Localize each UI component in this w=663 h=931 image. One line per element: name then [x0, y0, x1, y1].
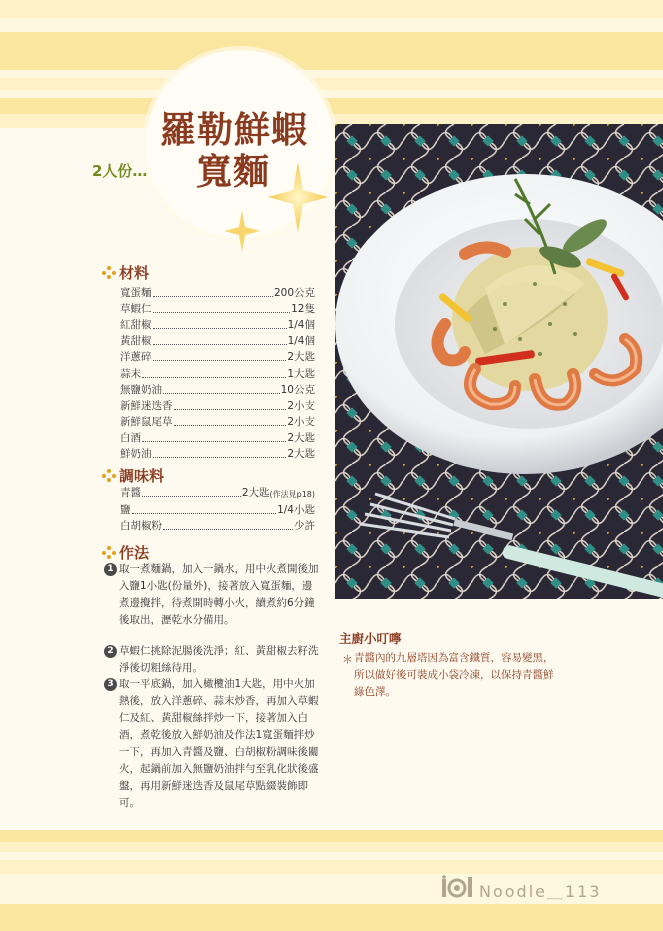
ingredient-row	[120, 413, 315, 429]
top-stripe	[0, 32, 663, 70]
ingredient-name: 新鮮迷迭香	[120, 399, 173, 412]
ingredient-qty: 1/4個	[287, 335, 315, 348]
step-number: 1	[104, 563, 117, 576]
ingredient-qty: 2大匙	[287, 448, 315, 460]
seasoning-row	[120, 501, 315, 517]
leader-dots	[174, 409, 287, 410]
tip-text: 青醬內的九層塔因為富含鐵質，容易變黑，所以做好後可裝成小袋冷凍，以保持青醬鮮綠色澤。	[354, 652, 554, 698]
step-number: 2	[104, 645, 117, 658]
ingredient-name: 新鮮鼠尾草	[120, 415, 173, 428]
ingredient-name: 洋蔥碎	[120, 351, 152, 364]
method-heading: 作法	[102, 542, 149, 563]
method-step-2	[104, 643, 319, 677]
seasoning-qty: 1/4小匙	[277, 503, 315, 516]
ingredient-qty: 12隻	[291, 303, 315, 316]
top-stripe	[0, 98, 663, 114]
ingredient-name: 鮮奶油	[120, 448, 152, 460]
ingredient-name: 無鹽奶油	[120, 383, 162, 396]
bottom-stripe	[0, 904, 663, 931]
ingredient-row	[120, 397, 315, 413]
ingredient-row	[120, 300, 315, 316]
sparkle-icon	[224, 210, 260, 252]
page-footer: Noodle＿113	[479, 882, 602, 901]
dots-bullet-icon	[102, 266, 116, 280]
ingredient-row	[120, 445, 315, 461]
seasoning-row	[120, 484, 315, 500]
seasoning-heading: 調味料	[102, 465, 164, 486]
ingredient-row	[120, 381, 315, 397]
ingredient-qty: 2大匙	[287, 431, 315, 444]
top-stripe	[0, 18, 663, 32]
leader-dots	[163, 393, 280, 394]
ingredient-name: 黃甜椒	[120, 335, 152, 348]
method-step-3	[104, 676, 319, 812]
ingredient-qty: 2小支	[287, 415, 315, 428]
ingredient-qty: 2小支	[287, 399, 315, 412]
ingredient-name: 白酒	[120, 431, 141, 444]
ingredient-qty: 2大匙	[287, 351, 315, 364]
dots-bullet-icon	[102, 546, 116, 560]
top-stripe	[0, 90, 663, 98]
top-stripe	[0, 70, 663, 78]
ingredient-row	[120, 332, 315, 348]
ingredient-name: 草蝦仁	[120, 303, 152, 316]
ingredient-row	[120, 284, 315, 300]
leader-dots	[174, 425, 287, 426]
ingredient-row	[120, 316, 315, 332]
ingredient-row	[120, 348, 315, 364]
recipe-title-line2: 寬麵	[196, 151, 271, 193]
bottom-stripe	[0, 852, 663, 860]
ingredient-qty: 1大匙	[287, 367, 315, 380]
bottom-stripe	[0, 860, 663, 874]
leader-dots	[163, 529, 293, 530]
seasoning-qty: 2大匙	[241, 487, 270, 499]
ingredient-row	[120, 429, 315, 445]
leader-dots	[153, 328, 287, 329]
leader-dots	[142, 496, 241, 497]
seasoning-name: 白胡椒粉	[120, 520, 162, 532]
dots-bullet-icon	[102, 469, 116, 483]
seasoning-name: 鹽	[120, 503, 131, 516]
sparkle-icon	[268, 162, 328, 232]
noodle-logo-icon	[441, 875, 477, 899]
leader-dots	[153, 312, 291, 313]
tip-star-icon: ＊	[342, 653, 353, 666]
leader-dots	[153, 360, 287, 361]
seasoning-row	[120, 517, 315, 533]
step-number: 3	[104, 678, 117, 691]
seasoning-qty: 少許	[294, 520, 315, 532]
dish-photo	[335, 124, 663, 599]
ingredient-name: 寬蛋麵	[120, 287, 152, 299]
leader-dots	[142, 441, 286, 442]
ingredient-qty: 1/4個	[287, 319, 315, 332]
ingredient-name: 蒜末	[120, 367, 141, 380]
step-text: 取一煮麵鍋，加入一鍋水，用中火煮開後加入鹽1小匙(份量外)，接著放入寬蛋麵，邊煮邊攪拌，待煮開時轉小火，續煮約6分鐘後取出，瀝乾水分備用。	[119, 563, 319, 626]
leader-dots	[153, 457, 287, 458]
ingredient-name: 紅甜椒	[120, 319, 152, 332]
top-stripe	[0, 78, 663, 90]
ingredients-heading: 材料	[102, 262, 149, 283]
bottom-stripe	[0, 830, 663, 842]
method-step-1	[104, 561, 319, 629]
step-text: 草蝦仁挑除泥腸後洗淨；紅、黃甜椒去籽洗淨後切粗絲待用。	[119, 645, 319, 674]
leader-dots	[153, 296, 273, 297]
bottom-stripe	[0, 842, 663, 852]
seasoning-name: 青醬	[120, 487, 141, 499]
seasoning-note: (作法見p18)	[269, 490, 315, 499]
leader-dots	[153, 344, 287, 345]
recipe-title-line1: 羅勒鮮蝦	[160, 109, 309, 151]
tip-heading: 主廚小叮嚀	[339, 631, 402, 646]
step-text: 取一平底鍋，加入橄欖油1大匙，用中火加熱後，放入洋蔥碎、蒜末炒香，再加入草蝦仁及紅、黃甜椒絲拌炒一下，接著加入白酒，煮乾後放入鮮奶油及作法1寬蛋麵拌炒一下，再加入青醬及鹽、白胡椒粉調味後關火，起鍋前加入無鹽奶油拌勻至乳化狀後盛盤，再用新鮮迷迭香及鼠尾草點綴裝飾即可。	[119, 678, 319, 809]
servings-label: 2人份…	[92, 162, 148, 180]
ingredient-row	[120, 365, 315, 381]
leader-dots	[132, 513, 277, 514]
ingredient-qty: 200公克	[273, 287, 315, 299]
leader-dots	[142, 377, 286, 378]
ingredient-qty: 10公克	[280, 383, 315, 396]
top-stripe	[0, 0, 663, 18]
